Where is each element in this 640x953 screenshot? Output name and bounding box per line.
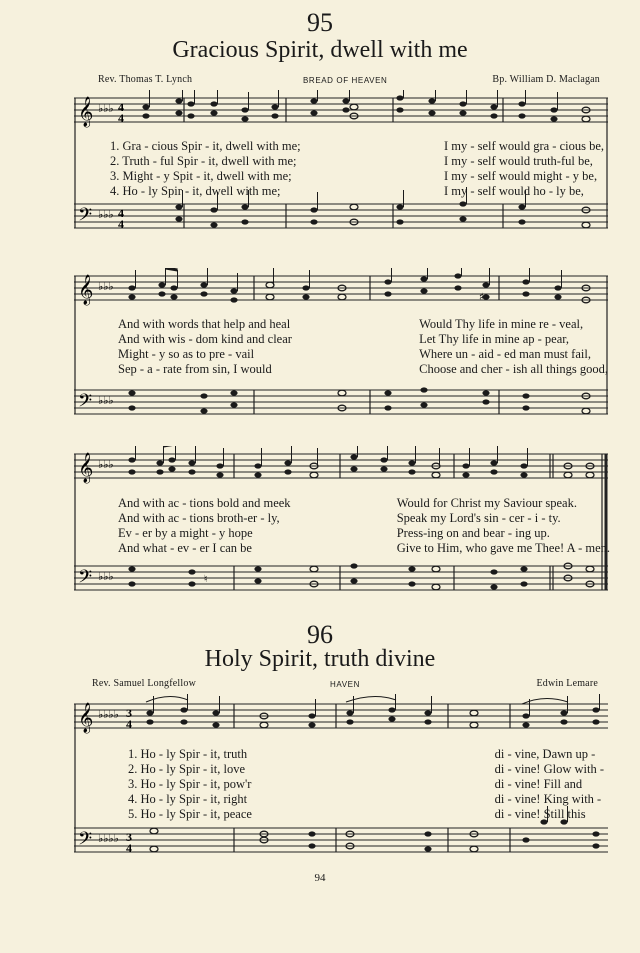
- hymn-95-tune: BREAD OF HEAVEN: [303, 76, 388, 85]
- svg-text:4: 4: [118, 217, 124, 231]
- treble-clef-icon: 𝄞: [78, 453, 94, 483]
- page-number: 94: [314, 872, 326, 884]
- svg-text:♭♭♭: ♭♭♭: [98, 280, 114, 293]
- lyric-line: 2. Ho - ly Spir - it, love: [128, 762, 246, 776]
- time-signature: 4: [118, 100, 124, 114]
- hymn-95-composer: Bp. William D. Maclagan: [492, 74, 600, 85]
- lyric-line: di - vine! Still this: [494, 807, 586, 821]
- lyric-line: Ev - er by a might - y hope: [118, 526, 253, 540]
- lyric-line: I my - self would might - y be,: [443, 169, 598, 183]
- lyric-line: Sep - a - rate from sin, I would: [118, 362, 272, 376]
- lyric-line: 1. Gra - cious Spir - it, dwell with me;: [110, 139, 301, 153]
- svg-text:♭♭♭: ♭♭♭: [98, 570, 114, 583]
- lyric-line: 2. Truth - ful Spir - it, dwell with me;: [110, 154, 297, 168]
- lyric-line: Press-ing on and bear - ing up.: [396, 526, 550, 540]
- lyric-line: And with ac - tions bold and meek: [118, 496, 291, 510]
- lyric-line: Where un - aid - ed man must fail,: [419, 347, 591, 361]
- hymn-95-number: 95: [307, 8, 333, 37]
- treble-staff: [74, 98, 608, 122]
- svg-text:♯: ♯: [479, 292, 484, 303]
- lyric-line: 5. Ho - ly Spir - it, peace: [128, 807, 252, 821]
- lyric-line: di - vine, Dawn up -: [494, 747, 596, 761]
- bass-staff: [74, 204, 608, 228]
- hymn-96-tune: HAVEN: [330, 680, 360, 689]
- lyric-line: Would Thy life in mine re - veal,: [419, 317, 584, 331]
- lyric-line: And with wis - dom kind and clear: [118, 332, 292, 346]
- lyric-line: Might - y so as to pre - vail: [118, 347, 255, 361]
- treble-clef-icon: 𝄞: [78, 97, 94, 127]
- lyric-line: I my - self would gra - cious be,: [443, 139, 604, 153]
- lyric-line: Let Thy life in mine ap - pear,: [419, 332, 570, 346]
- hymn-96-title: Holy Spirit, truth divine: [204, 646, 436, 672]
- lyric-line: Would for Christ my Saviour speak.: [396, 496, 577, 510]
- bass-clef-icon: 𝄢: [78, 205, 93, 230]
- lyrics-system-3: [118, 496, 610, 556]
- lyric-line: Speak my Lord's sin - cer - i - ty.: [396, 511, 561, 525]
- lyric-line: 4. Ho - ly Spir - it, right: [128, 792, 248, 806]
- bass-clef-icon: 𝄢: [78, 567, 93, 592]
- hymn-96-number: 96: [307, 620, 333, 649]
- key-signature-icon: ♭♭♭: [98, 102, 114, 115]
- hymn-96-composer: Edwin Lemare: [536, 678, 598, 689]
- hymn-95-title: Gracious Spirit, dwell with me: [172, 37, 468, 63]
- svg-text:4: 4: [118, 206, 124, 220]
- lyric-line: Choose and cher - ish all things good,: [419, 362, 608, 376]
- svg-text:♮: ♮: [204, 574, 208, 585]
- lyric-line: 1. Ho - ly Spir - it, truth: [128, 747, 248, 761]
- svg-text:♭♭♭: ♭♭♭: [98, 208, 114, 221]
- svg-text:♭♭♭♭: ♭♭♭♭: [98, 708, 119, 721]
- lyrics-system-1: [110, 139, 604, 199]
- lyric-line: 3. Might - y Spit - it, dwell with me;: [110, 169, 292, 183]
- lyric-line: And with words that help and heal: [118, 317, 291, 331]
- svg-text:4: 4: [126, 841, 132, 855]
- lyrics-system-2: [118, 317, 608, 377]
- lyric-line: And what - ev - er I can be: [118, 541, 252, 555]
- lyric-line: I my - self would ho - ly be,: [443, 184, 584, 198]
- lyric-line: di - vine! Fill and: [494, 777, 583, 791]
- svg-text:3: 3: [126, 830, 132, 844]
- svg-text:4: 4: [126, 717, 132, 731]
- hymn-96-author: Rev. Samuel Longfellow: [92, 678, 197, 689]
- lyric-line: di - vine! King with -: [494, 792, 602, 806]
- lyric-line: di - vine! Glow with -: [494, 762, 604, 776]
- lyrics-system-4: [128, 747, 604, 822]
- bass-clef-icon: 𝄢: [78, 829, 93, 854]
- svg-text:♭♭♭: ♭♭♭: [98, 394, 114, 407]
- lyric-line: Give to Him, who gave me Thee! A - men.: [396, 541, 610, 555]
- lyric-line: And with ac - tions broth-er - ly,: [118, 511, 280, 525]
- time-signature: 3: [126, 706, 132, 720]
- hymn-95-author: Rev. Thomas T. Lynch: [98, 74, 193, 85]
- treble-clef-icon: 𝄞: [78, 703, 94, 733]
- svg-text:♭♭♭♭: ♭♭♭♭: [98, 832, 119, 845]
- lyric-line: I my - self would truth-ful be,: [443, 154, 593, 168]
- svg-text:♭♭♭: ♭♭♭: [98, 458, 114, 471]
- svg-text:4: 4: [118, 111, 124, 125]
- bass-clef-icon: 𝄢: [78, 391, 93, 416]
- lyric-line: 4. Ho - ly Spir - it, dwell with me;: [110, 184, 281, 198]
- treble-clef-icon: 𝄞: [78, 275, 94, 305]
- lyric-line: 3. Ho - ly Spir - it, pow'r: [128, 777, 252, 791]
